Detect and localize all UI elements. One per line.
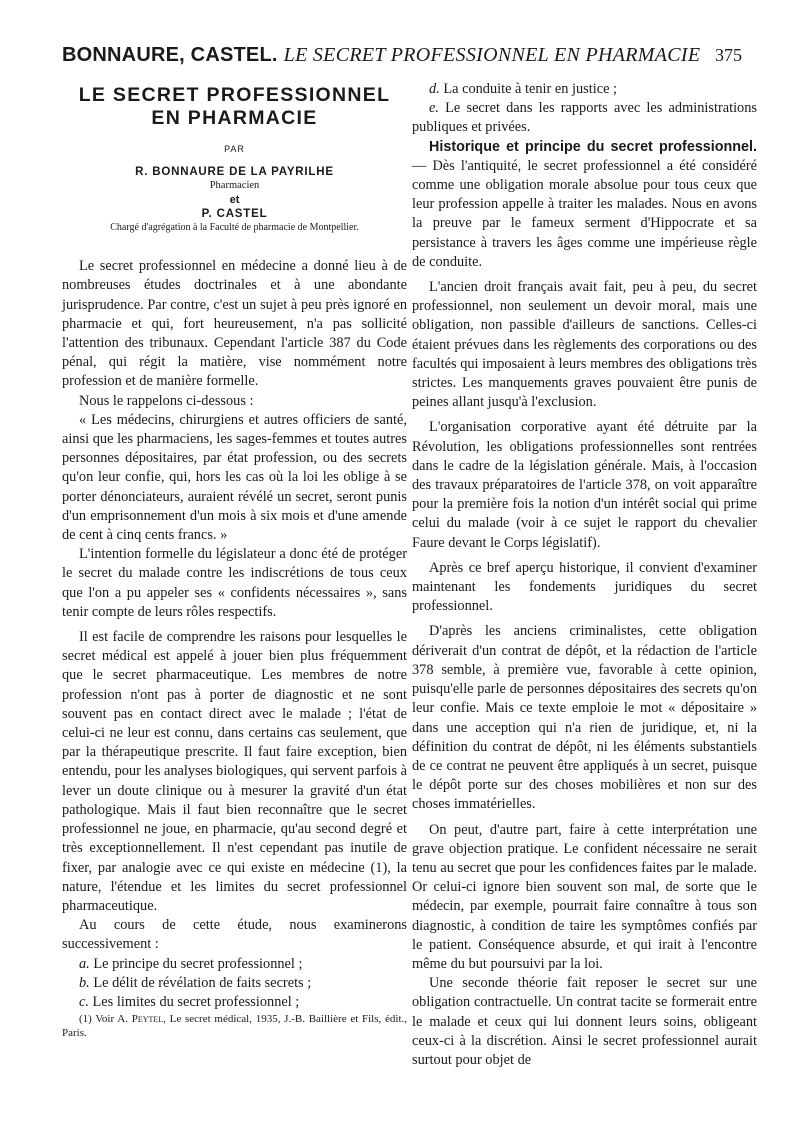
running-header — [62, 44, 742, 74]
section-heading: Historique et principe du secret professionnel. — [429, 138, 757, 155]
article-title-line2: EN PHARMACIE — [151, 107, 318, 129]
paragraph: L'organisation corporative ayant été détruite par la Révolution, les obligations professionnelles sont rentrées dans le cadre de la législation générale. Mais, à l'occasion des travaux préparatoires de l'article 378, on voit apparaître pour la première fois la notion d'un intérêt social qui prime celui du malade (voir à ce sujet le rapport du chevalier Faure devant le Corps législatif). — [412, 419, 757, 551]
paragraph: D'après les anciens criminalistes, cette obligation dériverait d'un contrat de dépôt, et la rédaction de l'article 378 semble, à première vue, favorable à cette opinion, puisqu'elle parle de personnes dépositaires des secrets qu'on leur confie. Mais ce texte emploie le mot « dépositaire » dans une acception qui n'a rien de juridique, et, ni la définition du contrat de dépôt, ni les éléments substantiels de ce contrat ne peuvent être appliqués à un secret, puisque le dépôt porte sur des choses mobilières et non sur des choses immatérielles. — [412, 623, 757, 813]
and-label: et — [229, 194, 240, 207]
list-item — [62, 974, 407, 993]
left-column — [62, 80, 407, 1040]
right-column — [412, 80, 757, 1070]
author2-role: Chargé d'agrégation à la Faculté de pharmacie de Montpellier. — [110, 222, 359, 234]
list-letter: e. — [429, 100, 439, 117]
by-label: PAR — [224, 144, 245, 154]
header-authors: BONNAURE, CASTEL. — [62, 44, 278, 66]
list-letter: c. — [79, 993, 89, 1010]
footnote-author: Peytel — [131, 1013, 164, 1026]
paragraph: Une seconde théorie fait reposer le secret sur une obligation contractuelle. Un contrat tacite se formerait entre le malade et ceux qui lui donnent leurs soins, obligeant ceux-ci à la discrétion. Ainsi le secret professionnel aurait surtout pour objet de — [412, 975, 757, 1068]
author1-role: Pharmacien — [209, 180, 260, 192]
list-text: Les limites du secret professionnel ; — [92, 993, 300, 1010]
list-item — [412, 80, 757, 99]
paragraph: L'ancien droit français avait fait, peu à peu, du secret professionnel, non seulement un devoir moral, mais une obligation, non passible d'ailleurs de sanctions. Celles-ci étaient prévues dans les règlements des corporations ou des facultés qui imposaient à leurs membres des obligations très strictes. Les manquements graves pouvaient être punis de peines allant jusqu'à l'exclusion. — [412, 279, 757, 411]
list-text: Le délit de révélation de faits secrets ; — [93, 974, 312, 991]
list-text: Le principe du secret professionnel ; — [93, 955, 303, 972]
article-title-line1: LE SECRET PROFESSIONNEL — [78, 84, 391, 106]
list-letter: d. — [429, 81, 440, 97]
author2-name: P. CASTEL — [201, 208, 268, 221]
paragraph: Historique et principe du secret professionnel. — Dès l'antiquité, le secret professionnel a été considéré comme une obligation morale absolue pour tous ceux que leur profession appelle à traiter les malades. Nous en avons la preuve par le fameux serment d'Hippocrate et sa persistance à travers les âges comme une impérieuse règle de conduite. — [412, 138, 757, 270]
paragraph: On peut, d'autre part, faire à cette interprétation une grave objection pratique. Le confident nécessaire ne serait tenu au secret que pour les confidences faites par le malade. Or celui-ci ignore bien souvent son mal, de sorte que le médecin, par exemple, pourrait faire connaître à tous son diagnostic, à condition de taire les symptômes confiés par le patient. Conséquence absurde, et qui irait à l'encontre même du but poursuivi par la loi. — [412, 821, 757, 972]
footnote: (1) Voir A. Peytel, Le secret médical, 1935, J.-B. Baillière et Fils, édit., Paris. — [62, 1013, 407, 1040]
list-letter: b. — [79, 974, 90, 991]
paragraph: L'intention formelle du législateur a donc été de protéger le secret du malade contre les indiscrétions de tous ceux que l'on a pu appeler ses « confidents nécessaires », sans tenir compte de leurs rôles respectifs. — [62, 546, 407, 620]
list-text: La conduite à tenir en justice ; — [443, 81, 618, 97]
list-item — [62, 955, 407, 974]
paragraph: Après ce bref aperçu historique, il convient d'examiner maintenant les fondements juridiques du secret professionnel. — [412, 559, 757, 615]
list-letter: a. — [79, 955, 90, 972]
page-number: 375 — [715, 45, 742, 65]
paragraph: Nous le rappelons ci-dessous : — [79, 392, 254, 409]
list-item — [412, 99, 757, 137]
paragraph: Il est facile de comprendre les raisons pour lesquelles le secret médical est appelé à jouer bien plus fréquemment que le secret pharmaceutique. Les membres de notre profession n'ont pas à porter de diagnostic et ne sont souvent pas en contact direct avec le malade ; l'état de celui-ci ne leur est connu, dans certains cas seulement, que par la thérapeutique prescrite. Il faut faire exception, bien entendu, pour les analyses biologiques, qui servent parfois à lever un doute clinique ou à mesurer la gravité d'un état pathologique. Mais il faut bien reconnaître que le secret professionnel ne joue, en pharmacie, qu'au second degré et très exceptionnellement. Il n'est cependant pas inutile de fixer, par analogie avec ce qui existe en médecine (1), la nature, l'étendue et les limites du secret professionnel pharmaceutique. — [62, 629, 407, 914]
article-title — [62, 84, 407, 130]
list-item — [62, 993, 407, 1012]
paragraph: Au cours de cette étude, nous examinerons successivement : — [62, 917, 407, 953]
paragraph: Le secret professionnel en médecine a donné lieu à de nombreuses études doctrinales et à une abondante jurisprudence. Par contre, c'est un sujet à peu près ignoré en pharmacie et qui, fort heureusement, n'a pas sollicité l'attention des tribunaux. Cependant l'article 387 du Code pénal, qui régit la matière, vise nommément notre profession et de manière formelle. — [62, 258, 407, 390]
header-title: LE SECRET PROFESSIONNEL EN PHARMACIE — [283, 44, 701, 66]
author1-name: R. BONNAURE DE LA PAYRILHE — [135, 166, 334, 179]
law-quote: « Les médecins, chirurgiens et autres officiers de santé, ainsi que les pharmaciens, les sages-femmes et toutes autres personnes dépositaires, par état profession, ou des secrets qu'on leur confie, qui, hors les cas où la loi les oblige à se porter dénonciateurs, auraient révélé un secret, seront punis d'un emprisonnement d'un mois à six mois et d'une amende de cent à cinq cents francs. » — [62, 411, 407, 544]
list-text: Le secret dans les rapports avec les administrations publiques et privées. — [412, 100, 757, 136]
